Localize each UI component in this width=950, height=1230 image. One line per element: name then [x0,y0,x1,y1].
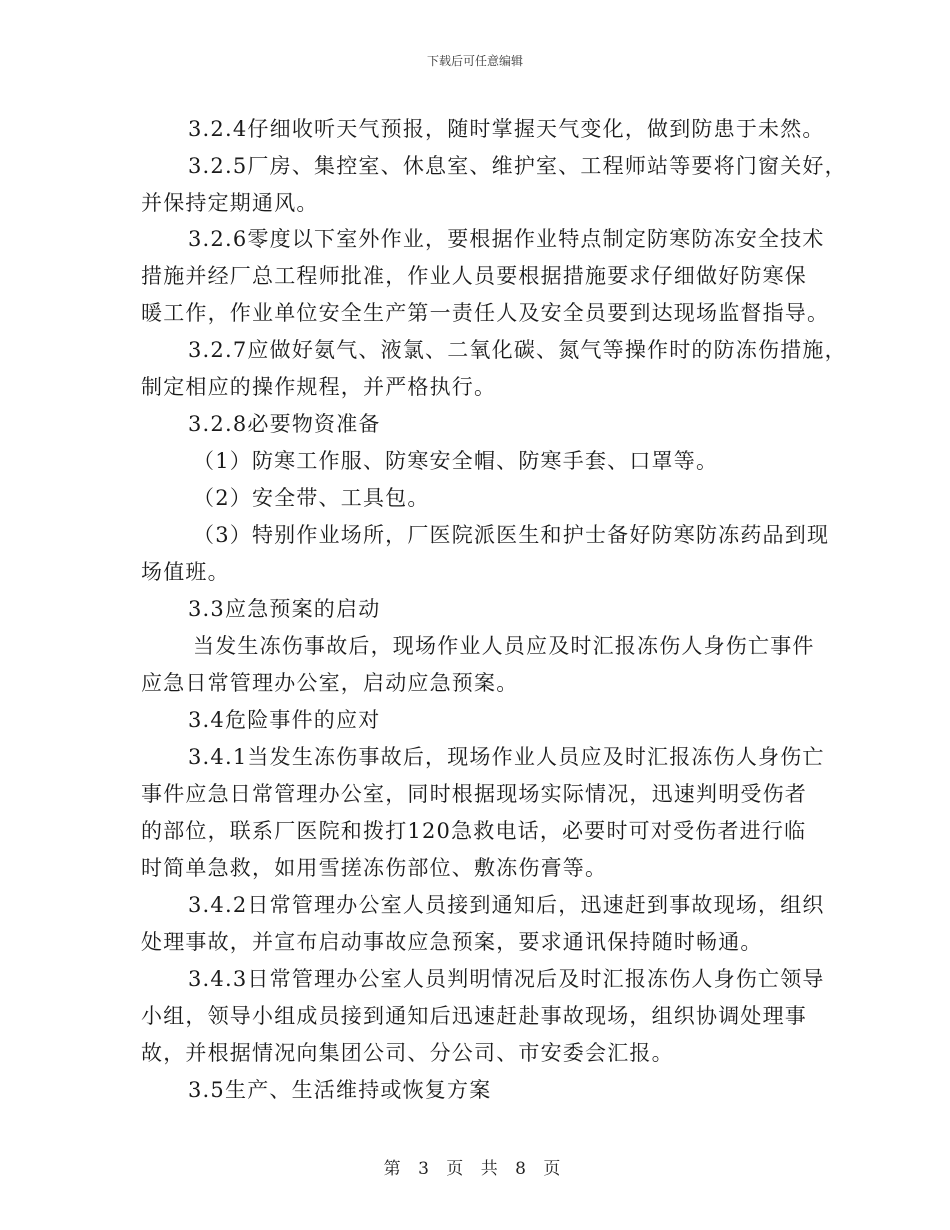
text-line: 3.2.4仔细收听天气预报，随时掌握天气变化，做到防患于未然。 [188,117,825,141]
text-line: 3.2.5厂房、集控室、休息室、维护室、工程师站等要将门窗关好， [188,154,847,178]
text-line: 3.3应急预案的启动 [188,597,381,621]
text-line: 3.2.8必要物资准备 [188,412,381,436]
text-line: 3.4.3日常管理办公室人员判明情况后及时汇报冻伤人身伤亡领导 [188,967,825,991]
text-line: 并保持定期通风。 [141,191,319,215]
text-line: 场值班。 [141,560,230,584]
text-line: 3.4危险事件的应对 [188,708,381,732]
text-line: 小组，领导小组成员接到通知后迅速赶赴事故现场，组织协调处理事 [141,1004,807,1028]
text-line: 3.2.6零度以下室外作业，要根据作业特点制定防寒防冻安全技术 [188,227,825,251]
text-line: （2）安全带、工具包。 [193,486,430,510]
text-line: 事件应急日常管理办公室，同时根据现场实际情况，迅速判明受伤者 [141,782,807,806]
text-line: （3）特别作业场所，厂医院派医生和护士备好防寒防冻药品到现 [193,523,830,547]
text-line: （1）防寒工作服、防寒安全帽、防寒手套、口罩等。 [193,449,719,473]
text-line: 处理事故，并宣布启动事故应急预案，要求通讯保持随时畅通。 [141,930,763,954]
text-line: 措施并经厂总工程师批准，作业人员要根据措施要求仔细做好防寒保 [141,264,807,288]
page-header: 下载后可任意编辑 [426,54,523,68]
text-line: 3.2.7应做好氨气、液氯、二氧化碳、氮气等操作时的防冻伤措施， [188,338,847,362]
text-line: 时简单急救，如用雪搓冻伤部位、敷冻伤膏等。 [141,856,608,880]
text-line: 制定相应的操作规程，并严格执行。 [141,375,497,399]
text-line: 3.4.1当发生冻伤事故后，现场作业人员应及时汇报冻伤人身伤亡 [188,745,825,769]
text-line: 故，并根据情况向集团公司、分公司、市安委会汇报。 [141,1041,674,1065]
text-line: 应急日常管理办公室，启动应急预案。 [141,671,519,695]
text-line: 当发生冻伤事故后，现场作业人员应及时汇报冻伤人身伤亡事件 [193,634,815,658]
text-line: 暖工作，作业单位安全生产第一责任人及安全员要到达现场监督指导。 [141,301,830,325]
text-line: 3.4.2日常管理办公室人员接到通知后，迅速赶到事故现场，组织 [188,893,825,917]
page-footer: 第 3 页 共 8 页 [383,1159,567,1179]
text-line: 的部位，联系厂医院和拨打120急救电话，必要时可对受伤者进行临 [141,819,807,843]
text-line: 3.5生产、生活维持或恢复方案 [188,1078,492,1102]
